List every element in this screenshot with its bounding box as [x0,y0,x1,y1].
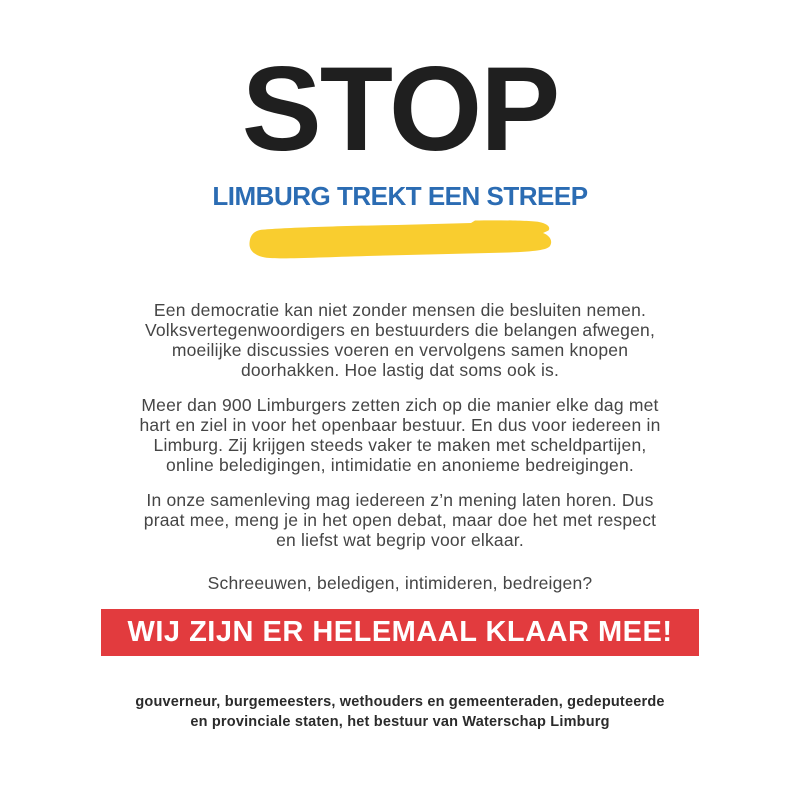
yellow-brush-streak [247,219,553,260]
paragraph-democracy: Een democratie kan niet zonder mensen die besluiten nemen. Volksvertegenwoordigers en bestuurders die belangen afwegen, moeilijke discussies voeren en vervolgens samen knopen doorhakken. Hoe lastig dat soms ook is. [144,300,656,380]
signatories-line-1: gouverneur, burgemeesters, wethouders en gemeenteraden, gedeputeerde [135,694,665,710]
signatories-line-2: en provinciale staten, het bestuur van Waterschap Limburg [190,714,610,730]
question-line: Schreeuwen, beledigen, intimideren, bedreigen? [207,573,593,593]
brush-stroke-icon [247,219,553,260]
red-slogan-banner [101,609,698,656]
body-copy [136,300,664,593]
signatories [120,692,680,732]
paragraph-limburgers: Meer dan 900 Limburgers zetten zich op die manier elke dag met hart en ziel in voor het openbaar bestuur. En dus voor iedereen in Limburg. Zij krijgen steeds vaker te maken met scheldpartijen, online beledigingen, intimidatie en anonieme bedreigingen. [139,395,661,475]
banner-text: WIJ ZIJN ER HELEMAAL KLAAR MEE! [127,616,673,648]
poster-title: STOP [241,42,559,176]
poster-subtitle: LIMBURG TREKT EEN STREEP [212,181,588,211]
paragraph-society: In onze samenleving mag iedereen z’n mening laten horen. Dus praat mee, meng je in het open debat, maar doe het met respect en liefst wat begrip voor elkaar. [143,490,657,550]
